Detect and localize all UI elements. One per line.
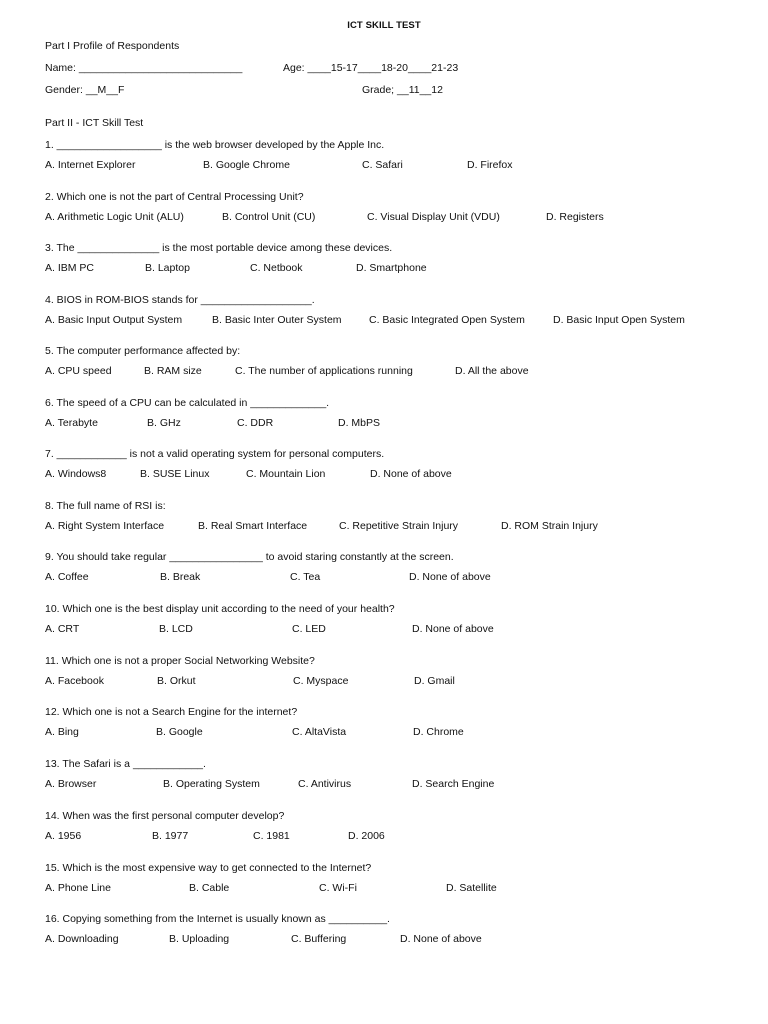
question-12-option-d: D. Chrome [413,726,464,738]
question-9-option-d: D. None of above [409,571,491,583]
question-10-text: 10. Which one is the best display unit according to the need of your health? [45,603,395,615]
question-8-option-d: D. ROM Strain Injury [501,520,598,532]
part1-heading: Part I Profile of Respondents [45,40,180,52]
question-2-option-d: D. Registers [546,211,604,223]
question-3-option-a: A. IBM PC [45,262,95,274]
question-12-option-a: A. Bing [45,726,79,738]
question-12-option-c: C. AltaVista [292,726,347,738]
question-12-options [45,726,745,740]
question-6-option-a: A. Terabyte [45,417,98,429]
question-6-option-c: C. DDR [237,417,274,429]
question-14-option-b: B. 1977 [152,830,189,842]
question-7-option-a: A. Windows8 [45,468,107,480]
question-4-option-a: A. Basic Input Output System [45,314,183,326]
question-13-text: 13. The Safari is a ____________. [45,758,206,770]
question-4-option-d: D. Basic Input Open System [553,314,685,326]
question-15-options [45,882,745,896]
grade-field-line: Grade; __11__12 [362,84,443,96]
question-1-option-b: B. Google Chrome [203,159,290,171]
name-field-line: Name: ____________________________ [45,62,243,74]
question-11-option-d: D. Gmail [414,675,455,687]
question-15-option-c: C. Wi-Fi [319,882,357,894]
question-4-option-c: C. Basic Integrated Open System [369,314,525,326]
question-15-option-b: B. Cable [189,882,230,894]
question-9-text: 9. You should take regular ________________ to avoid staring constantly at the screen. [45,551,454,563]
question-14-option-d: D. 2006 [348,830,385,842]
question-6-option-d: D. MbPS [338,417,381,429]
question-14-option-a: A. 1956 [45,830,82,842]
question-7-option-b: B. SUSE Linux [140,468,210,480]
question-10-option-b: B. LCD [159,623,193,635]
question-6-text: 6. The speed of a CPU can be calculated in _____________. [45,397,330,409]
question-5-options [45,365,745,379]
age-field-line: Age: ____15-17____18-20____21-23 [283,62,459,74]
page-title: ICT SKILL TEST [347,20,421,31]
question-5-option-d: D. All the above [455,365,529,377]
question-12-option-b: B. Google [156,726,203,738]
question-14-option-c: C. 1981 [253,830,290,842]
question-6-option-b: B. GHz [147,417,181,429]
question-3-option-c: C. Netbook [250,262,303,274]
question-13-options [45,778,745,792]
question-7-option-c: C. Mountain Lion [246,468,326,480]
question-2-option-c: C. Visual Display Unit (VDU) [367,211,500,223]
question-2-option-a: A. Arithmetic Logic Unit (ALU) [45,211,184,223]
gender-field-line: Gender: __M__F [45,84,125,96]
question-1-option-a: A. Internet Explorer [45,159,136,171]
question-5-text: 5. The computer performance affected by: [45,345,241,357]
question-8-option-b: B. Real Smart Interface [198,520,308,532]
question-8-option-c: C. Repetitive Strain Injury [339,520,459,532]
question-1-option-d: D. Firefox [467,159,513,171]
question-16-text: 16. Copying something from the Internet is usually known as __________. [45,913,390,925]
question-10-option-a: A. CRT [45,623,80,635]
question-10-option-d: D. None of above [412,623,494,635]
question-3-options [45,262,745,276]
question-8-options [45,520,745,534]
question-14-text: 14. When was the first personal computer develop? [45,810,285,822]
question-7-option-d: D. None of above [370,468,452,480]
question-11-option-b: B. Orkut [157,675,196,687]
question-13-option-b: B. Operating System [163,778,260,790]
question-4-option-b: B. Basic Inter Outer System [212,314,342,326]
question-6-options [45,417,745,431]
question-3-option-b: B. Laptop [145,262,190,274]
question-2-options [45,211,745,225]
question-10-option-c: C. LED [292,623,326,635]
question-7-options [45,468,745,482]
question-2-option-b: B. Control Unit (CU) [222,211,316,223]
question-5-option-a: A. CPU speed [45,365,112,377]
question-8-text: 8. The full name of RSI is: [45,500,166,512]
question-9-option-b: B. Break [160,571,201,583]
question-9-option-c: C. Tea [290,571,321,583]
question-9-option-a: A. Coffee [45,571,89,583]
question-1-option-c: C. Safari [362,159,403,171]
question-15-option-a: A. Phone Line [45,882,111,894]
question-3-text: 3. The ______________ is the most portable device among these devices. [45,242,393,254]
question-7-text: 7. ____________ is not a valid operating system for personal computers. [45,448,385,460]
question-5-option-c: C. The number of applications running [235,365,413,377]
question-15-text: 15. Which is the most expensive way to get connected to the Internet? [45,862,372,874]
question-16-option-d: D. None of above [400,933,482,945]
question-11-option-c: C. Myspace [293,675,349,687]
question-1-options [45,159,745,173]
question-13-option-a: A. Browser [45,778,97,790]
question-16-option-a: A. Downloading [45,933,119,945]
question-2-text: 2. Which one is not the part of Central Processing Unit? [45,191,304,203]
question-1-text: 1. __________________ is the web browser developed by the Apple Inc. [45,139,385,151]
question-16-options [45,933,745,947]
question-4-options [45,314,745,328]
part2-heading: Part II - ICT Skill Test [45,117,144,129]
question-13-option-d: D. Search Engine [412,778,495,790]
question-13-option-c: C. Antivirus [298,778,352,790]
question-3-option-d: D. Smartphone [356,262,427,274]
question-4-text: 4. BIOS in ROM-BIOS stands for ___________________. [45,294,315,306]
question-15-option-d: D. Satellite [446,882,497,894]
question-9-options [45,571,745,585]
question-16-option-b: B. Uploading [169,933,230,945]
question-8-option-a: A. Right System Interface [45,520,165,532]
question-16-option-c: C. Buffering [291,933,347,945]
question-5-option-b: B. RAM size [144,365,202,377]
question-11-options [45,675,745,689]
question-11-option-a: A. Facebook [45,675,104,687]
question-11-text: 11. Which one is not a proper Social Networking Website? [45,655,315,667]
question-12-text: 12. Which one is not a Search Engine for the internet? [45,706,298,718]
question-14-options [45,830,745,844]
question-10-options [45,623,745,637]
